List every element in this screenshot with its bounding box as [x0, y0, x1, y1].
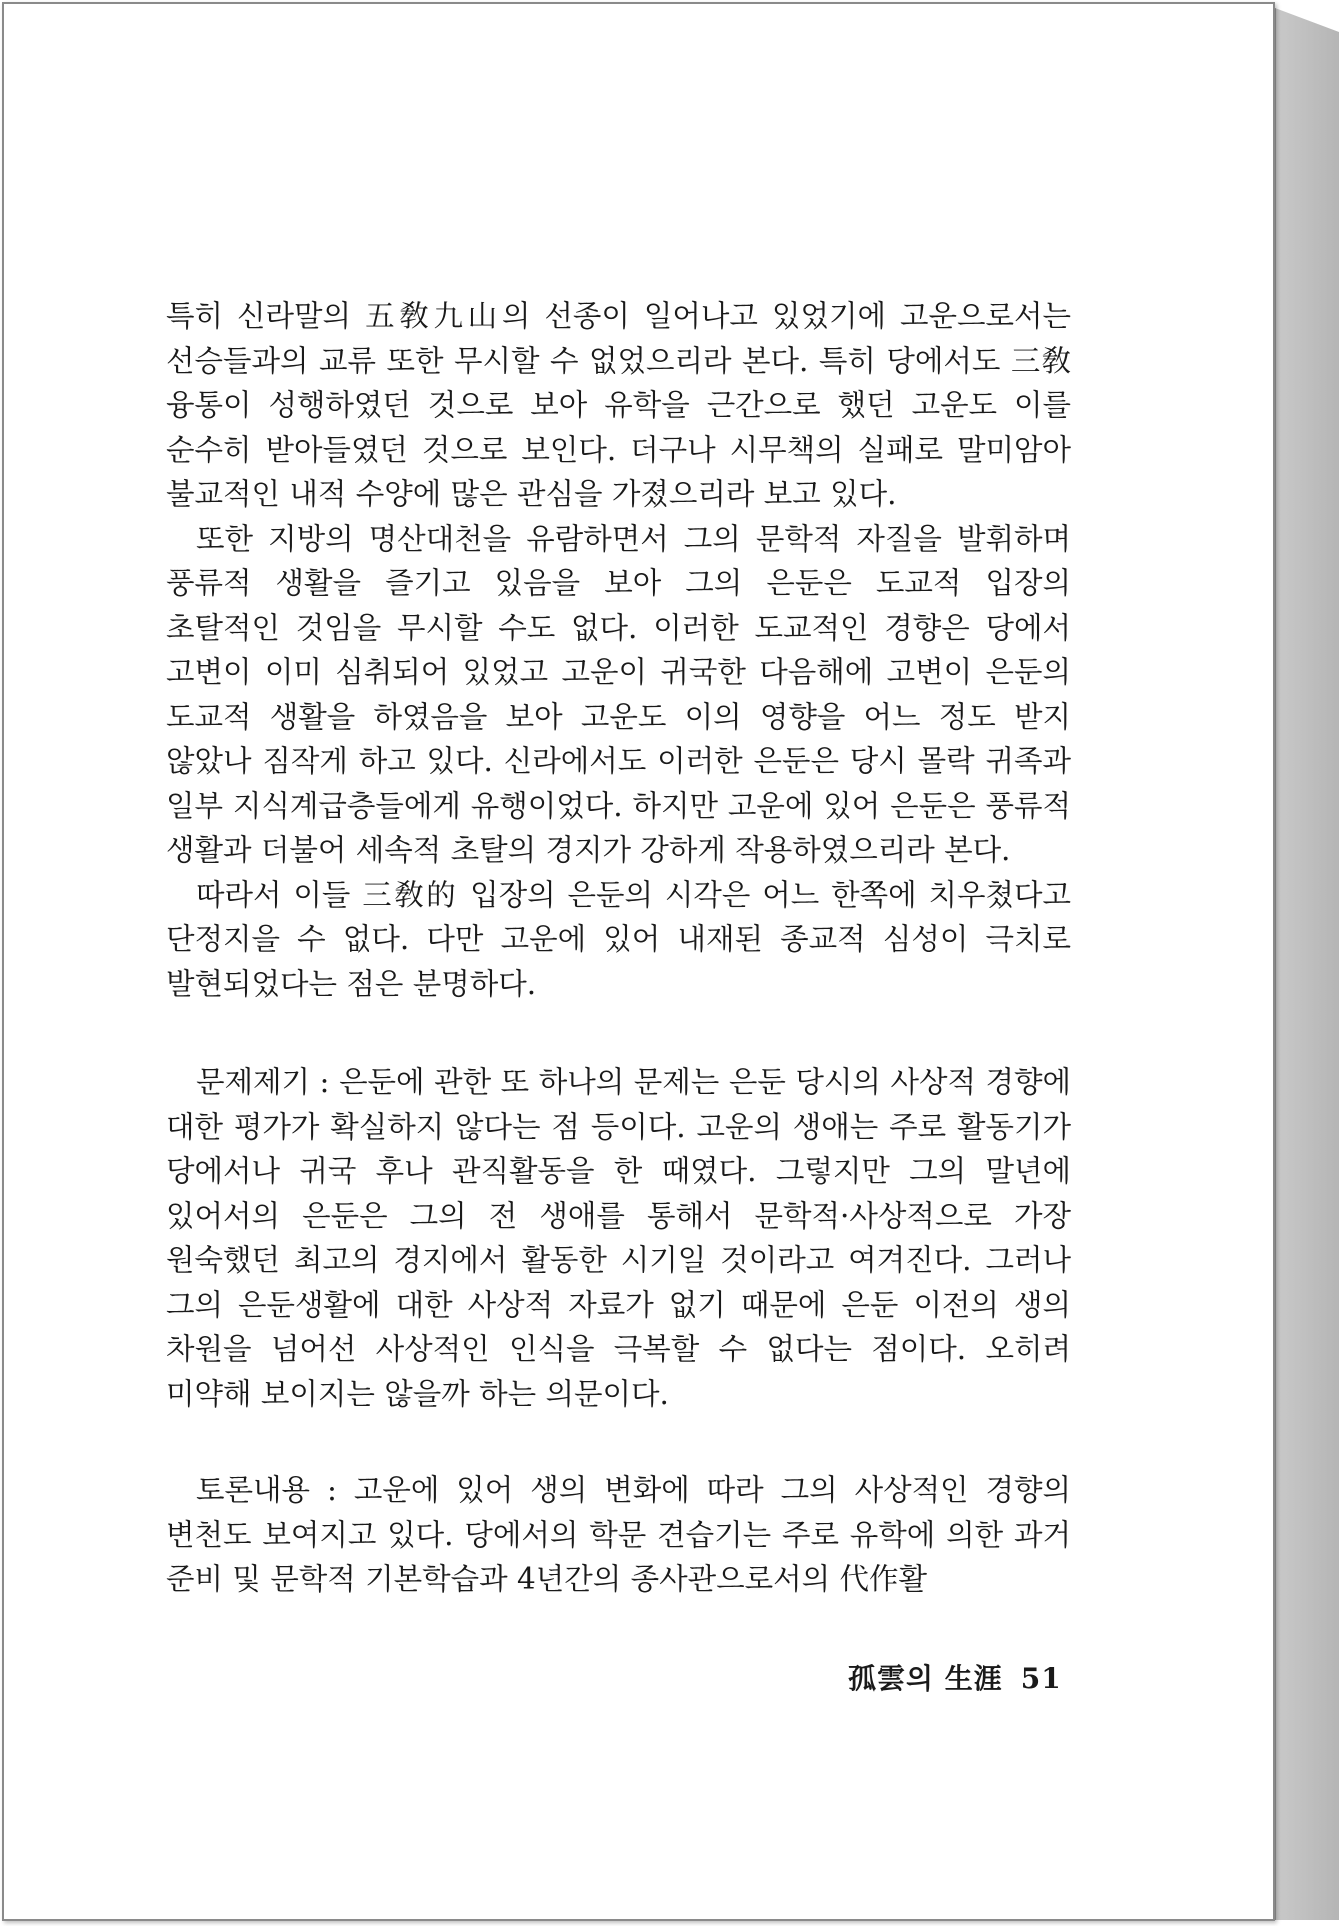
- running-footer: [848, 1657, 1062, 1697]
- discussion-lead: 토론내용 :: [196, 1473, 354, 1507]
- page-number: 51: [1020, 1662, 1062, 1695]
- paragraph-discussion: [166, 1468, 1071, 1602]
- problem-text: 은둔에 관한 또 하나의 문제는 은둔 당시의 사상적 경향에 대한 평가가 확실하지 않다는 점 등이다. 고운의 생애는 주로 활동기가 당에서나 귀국 후나 관직활동을 한 때였다. 그렇지만 그의 말년에 있어서의 은둔은 그의 전 생애를 통해서 문학적·사상적으로 가장 원숙했던 최고의 경지에서 활동한 시기일 것이라고 여겨진다. 그러나 그의 은둔생활에 대한 사상적 자료가 없기 때문에 은둔 이전의 생의 차원을 넘어선 사상적인 인식을 극복할 수 없다는 점이다. 오히려 미약해 보이지는 않을까 하는 의문이다.: [166, 1065, 1071, 1411]
- problem-lead: 문제제기 :: [196, 1065, 340, 1099]
- page-body: [166, 294, 1071, 1602]
- page-stack-edge: [1275, 8, 1339, 1920]
- footer-title: 孤雲의 生涯: [848, 1662, 1003, 1695]
- discussion-text: 고운에 있어 생의 변화에 따라 그의 사상적인 경향의 변천도 보여지고 있다. 당에서의 학문 견습기는 주로 유학에 의한 과거 준비 및 문학적 기본학습과 4년간의 종사관으로서의 代作활: [166, 1473, 1072, 1596]
- paragraph-1: 특히 신라말의 五敎九山의 선종이 일어나고 있었기에 고운으로서는 선승들과의 교류 또한 무시할 수 없었으리라 본다. 특히 당에서도 三敎 융통이 성행하였던 것으로 보아 유학을 근간으로 했던 고운도 이를 순수히 받아들였던 것으로 보인다. 더구나 시무책의 실패로 말미암아 불교적인 내적 수양에 많은 관심을 가졌으리라 보고 있다.: [166, 299, 1071, 511]
- paragraph-2: 또한 지방의 명산대천을 유람하면서 그의 문학적 자질을 발휘하며 풍류적 생활을 즐기고 있음을 보아 그의 은둔은 도교적 입장의 초탈적인 것임을 무시할 수도 없다. 이러한 도교적인 경향은 당에서 고변이 이미 심취되어 있었고 고운이 귀국한 다음해에 고변이 은둔의 도교적 생활을 하였음을 보아 고운도 이의 영향을 어느 정도 받지 않았나 짐작게 하고 있다. 신라에서도 이러한 은둔은 당시 몰락 귀족과 일부 지식계급층들에게 유행이었다. 하지만 고운에 있어 은둔은 풍류적 생활과 더불어 세속적 초탈의 경지가 강하게 작용하였으리라 본다.: [166, 521, 1071, 867]
- paragraph-3: 따라서 이들 三敎的 입장의 은둔의 시각은 어느 한쪽에 치우쳤다고 단정지을 수 없다. 다만 고운에 있어 내재된 종교적 심성이 극치로 발현되었다는 점은 분명하다.: [166, 877, 1071, 1001]
- paragraph-problem: [166, 1060, 1071, 1416]
